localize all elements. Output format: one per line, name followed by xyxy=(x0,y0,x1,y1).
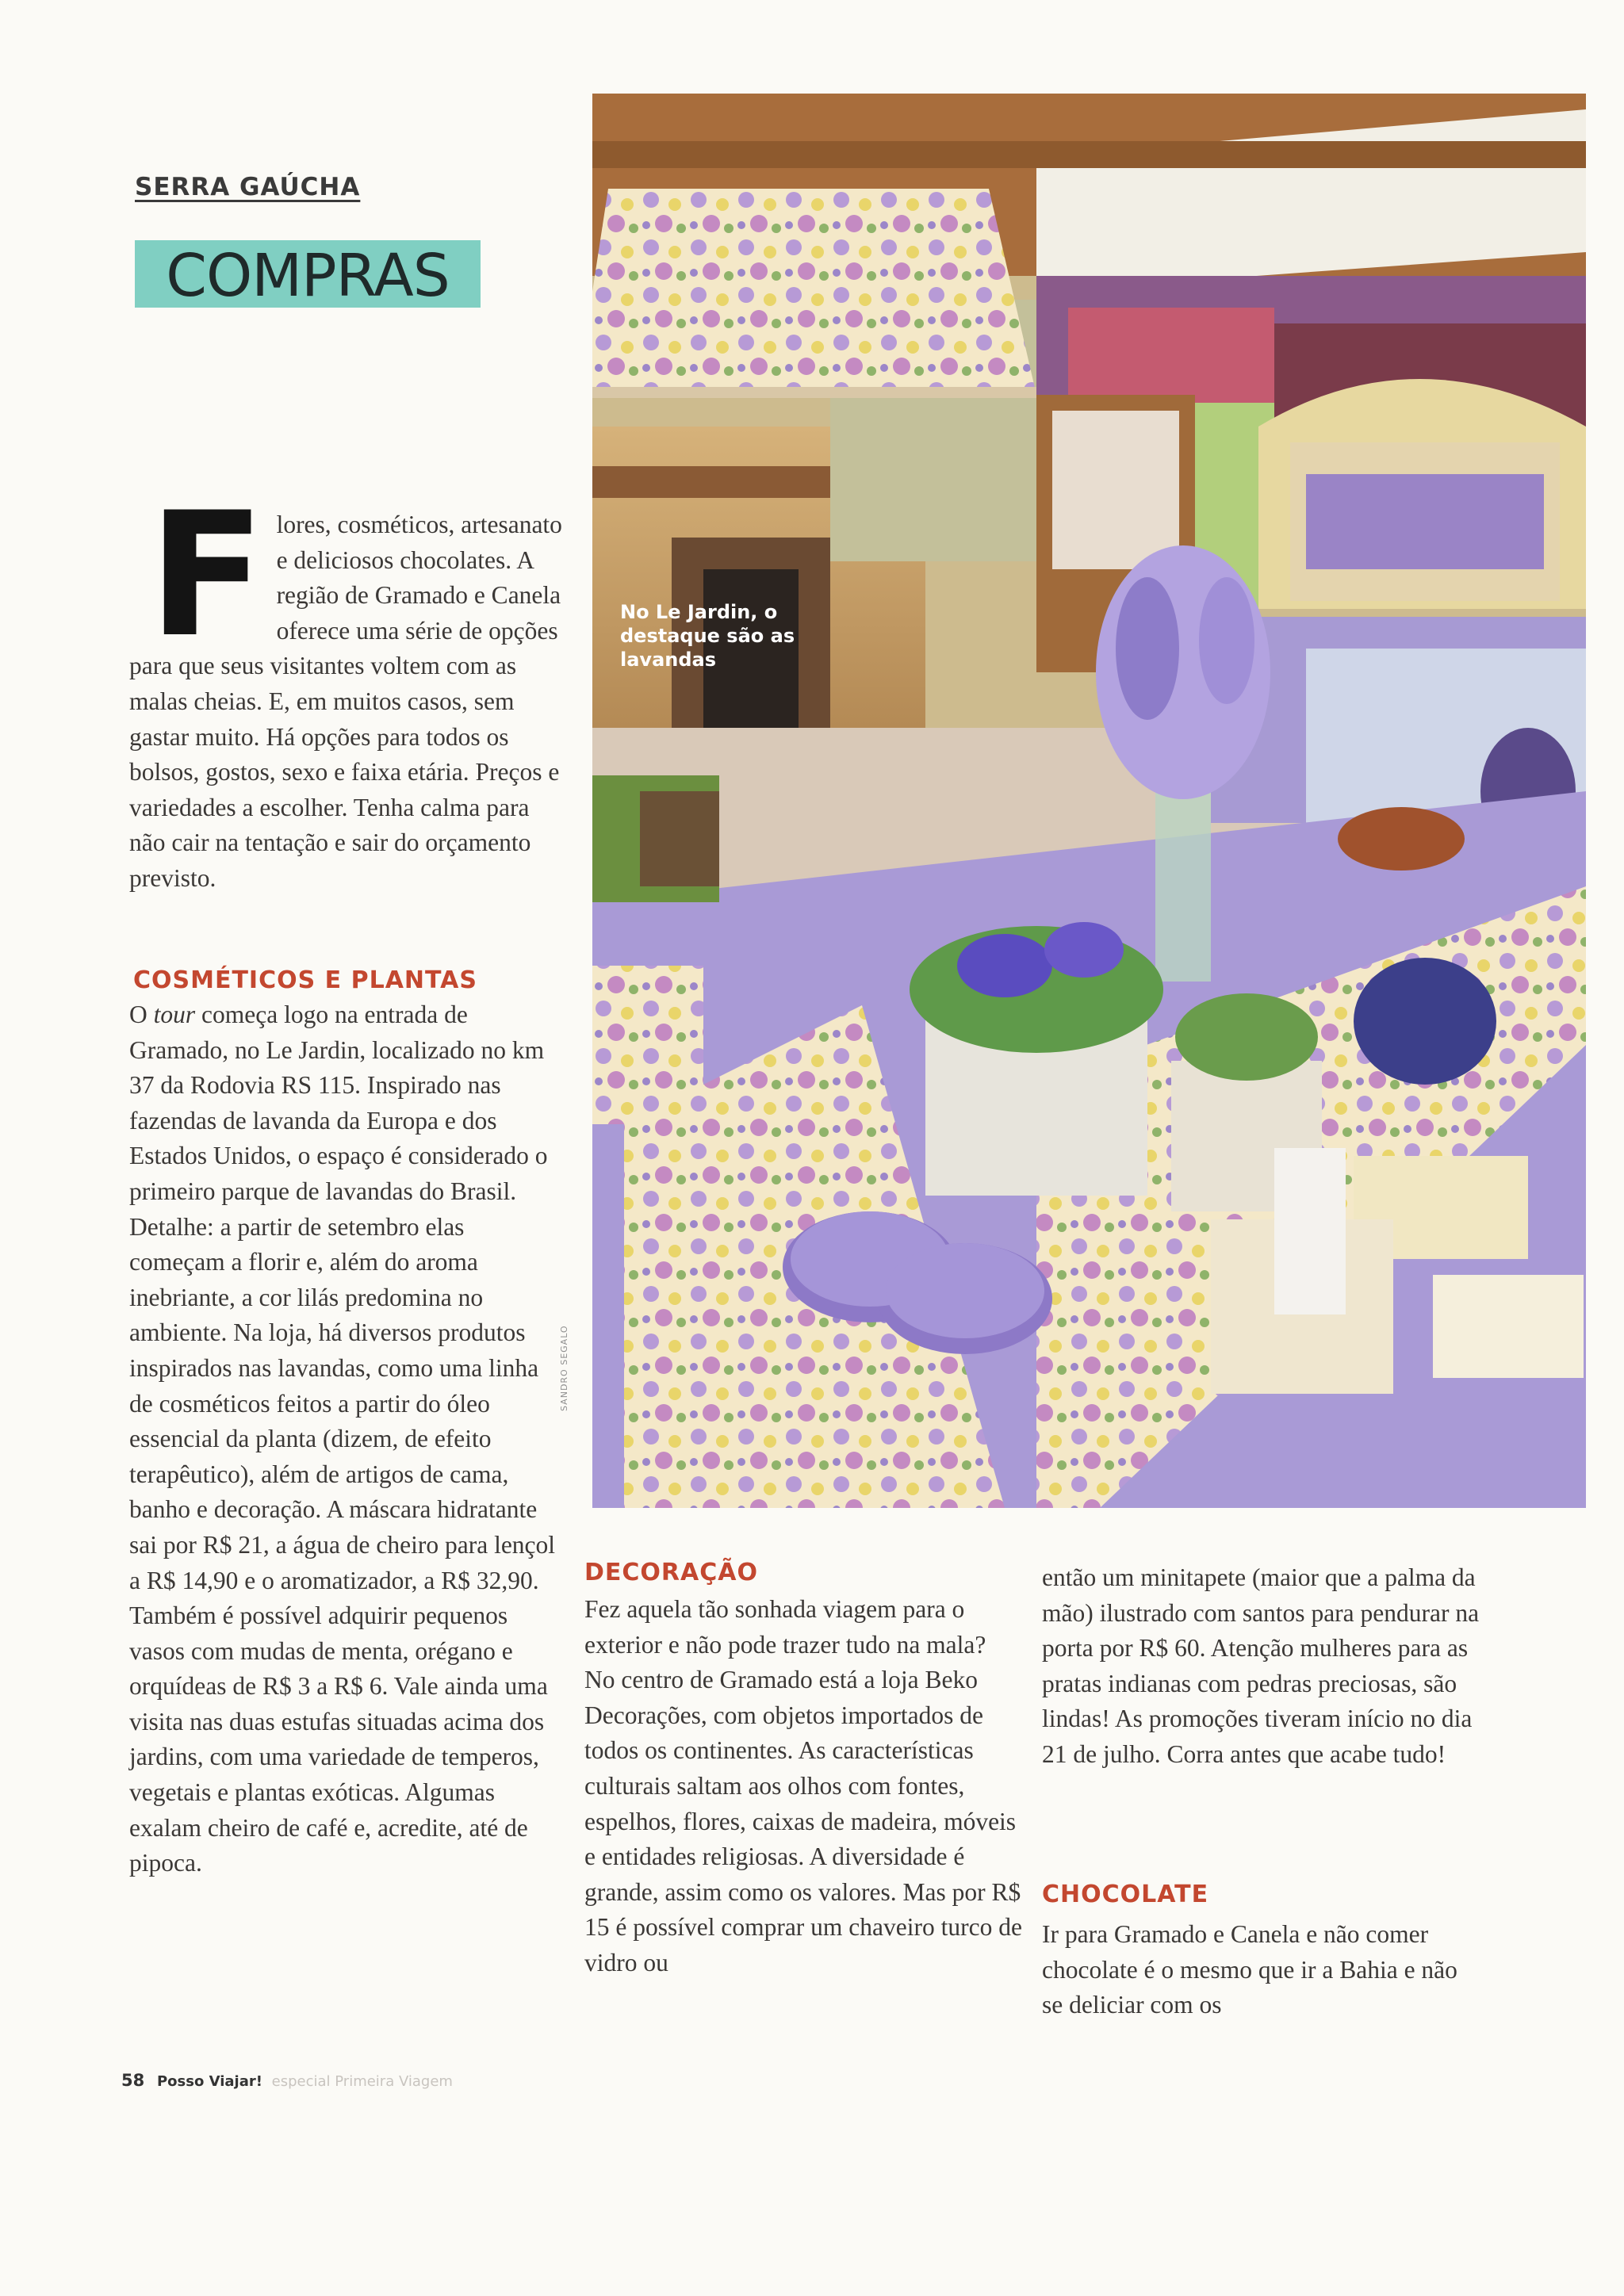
title-box xyxy=(135,240,481,308)
section-kicker: SERRA GAÚCHA xyxy=(135,173,361,201)
decoracao-continued-paragraph: então um minitapete (maior que a palma da mão) ilustrado com santos para pendurar na porta por R$ 60. Atenção mulheres para as pratas indianas com pedras preciosas, são lindas! As promoções tiveram início no dia 21 de julho. Corra antes que acabe tudo! xyxy=(1042,1563,1480,1768)
page-number: 58 xyxy=(121,2071,145,2090)
cosmeticos-text-start: O xyxy=(129,1001,154,1028)
lavender-store-image xyxy=(592,94,1586,1508)
le-jardin-photo xyxy=(592,94,1586,1508)
decoracao-column xyxy=(584,1556,1022,1981)
cosmeticos-tour-word: tour xyxy=(153,1001,196,1028)
cosmeticos-heading: COSMÉTICOS E PLANTAS xyxy=(133,966,477,994)
edition-name: especial Primeira Viagem xyxy=(271,2073,453,2090)
chocolate-heading: CHOCOLATE xyxy=(1042,1881,1209,1908)
decoracao-paragraph: Fez aquela tão sonhada viagem para o exterior e não pode trazer tudo na mala? No centro de Gramado está a loja Beko Decorações, com objetos importados de todos os continentes. As características culturais saltam aos olhos com fontes, espelhos, flores, caixas de madeira, móveis e entidades religiosas. A diversidade é grande, assim como os valores. Mas por R$ 15 é possível comprar um chaveiro turco de vidro ou xyxy=(584,1595,1022,1976)
intro-column xyxy=(129,476,564,897)
page-title: COMPRAS xyxy=(166,242,450,310)
intro-paragraph: lores, cosméticos, artesanato e deliciosos chocolates. A região de Gramado e Canela oferece uma série de opções para que seus visitantes voltem com as malas cheias. E, em muitos casos, sem gastar muito. Há opções para todos os bolsos, gostos, sexo e faixa etária. Preços e variedades a escolher. Tenha calma para não cair na tentação e sair do orçamento previsto. xyxy=(129,511,562,892)
decoracao-continued-column xyxy=(1042,1560,1483,1773)
photo-credit: SANDRO SEGALO xyxy=(559,1325,569,1411)
drop-cap: F xyxy=(148,476,266,675)
photo-caption: No Le Jardin, o destaque são as lavandas xyxy=(620,601,795,671)
cosmeticos-text-rest: começa logo na entrada de Gramado, no Le Jardin, localizado no km 37 da Rodovia RS 115. Inspirado nas fazendas de lavanda da Europa e dos Estados Unidos, o espaço é considerado o primeiro parque de lavandas do Brasil. Detalhe: a partir de setembro elas começam a florir e, além do aroma inebriante, a cor lilás predomina no ambiente. Na loja, há diversos produtos inspirados nas lavandas, como uma linha de cosméticos feitos a partir do óleo essencial da planta (dizem, de efeito terapêutico), além de artigos de cama, banho e decoração. A máscara hidratante sai por R$ 21, a água de cheiro para lençol a R$ 14,90 e o aromatizador, a R$ 32,90. Também é possível adquirir pequenos vasos com mudas de menta, orégano e orquídeas de R$ 3 a R$ 6. Vale ainda uma visita nas duas estufas situadas acima dos jardins, com uma variedade de temperos, vegetais e plantas exóticas. Algumas exalam cheiro de café e, acredite, até de pipoca. xyxy=(129,1001,556,1877)
chocolate-paragraph: Ir para Gramado e Canela e não comer chocolate é o mesmo que ir a Bahia e não se deliciar com os xyxy=(1042,1920,1457,2019)
magazine-name: Posso Viajar! xyxy=(156,2073,262,2090)
page-footer xyxy=(121,2071,453,2090)
decoracao-heading: DECORAÇÃO xyxy=(584,1559,758,1586)
cosmeticos-paragraph xyxy=(129,997,564,1881)
